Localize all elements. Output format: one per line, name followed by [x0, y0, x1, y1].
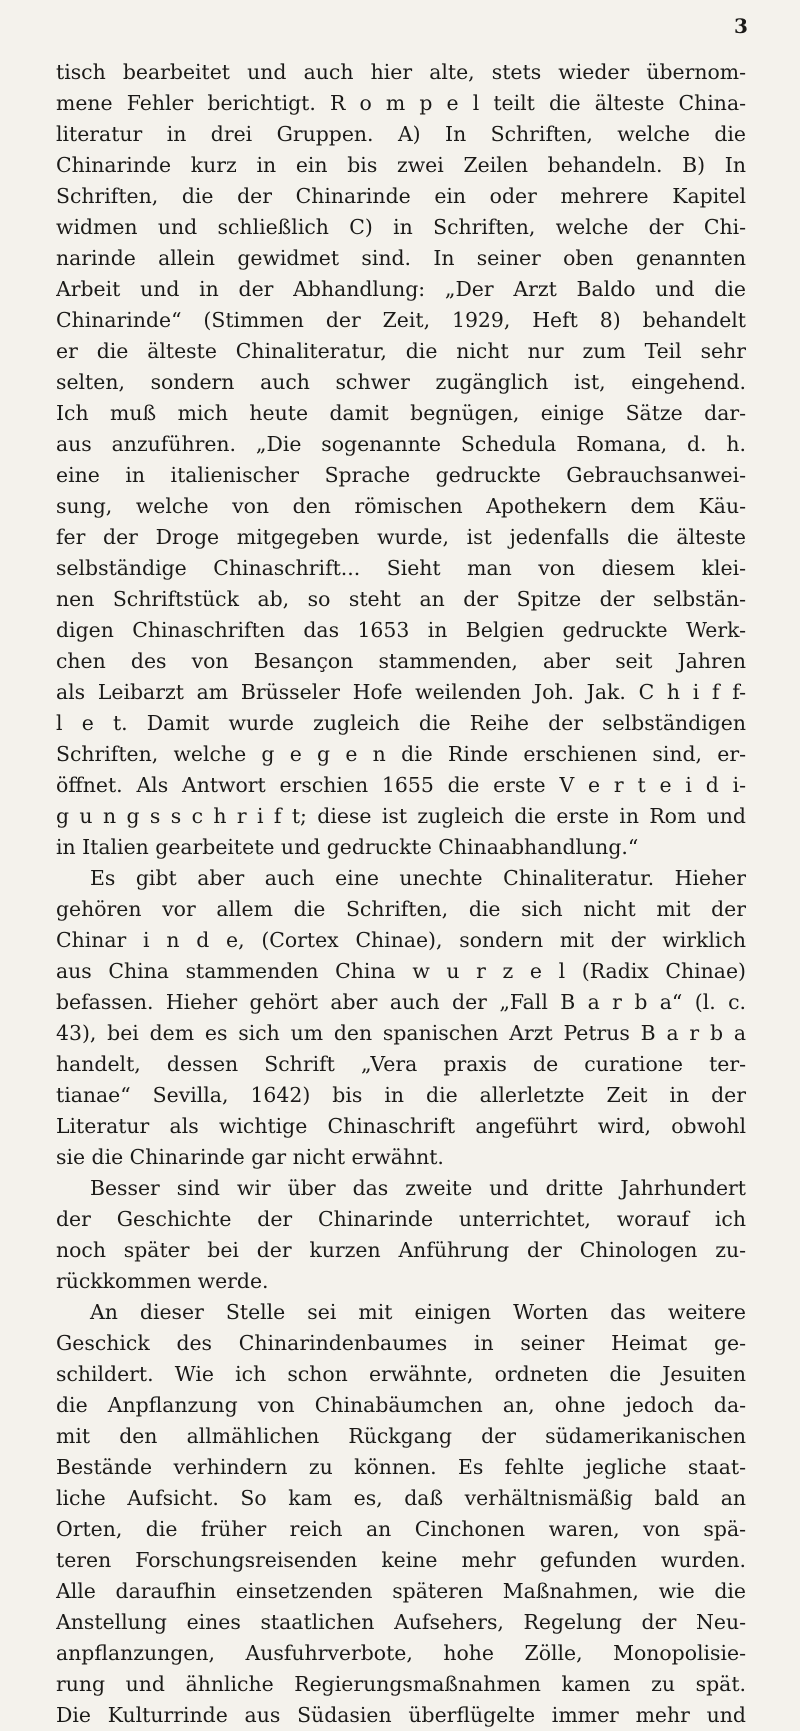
- text-line: Orten, die früher reich an Cinchonen waren, von spä-: [56, 1517, 746, 1541]
- text-line: mene Fehler berichtigt. R o m p e l teilt die älteste China-: [56, 91, 746, 115]
- text-line: narinde allein gewidmet sind. In seiner oben genannten: [56, 246, 746, 270]
- text-line: Besser sind wir über das zweite und dritte Jahrhundert: [90, 1176, 746, 1200]
- text-line: Ich muß mich heute damit begnügen, einige Sätze dar-: [56, 401, 746, 425]
- text-line: liche Aufsicht. So kam es, daß verhältnismäßig bald an: [56, 1486, 746, 1510]
- text-line: Alle daraufhin einsetzenden späteren Maßnahmen, wie die: [56, 1579, 746, 1603]
- text-line: Schriften, die der Chinarinde ein oder mehrere Kapitel: [56, 184, 746, 208]
- text-line: An dieser Stelle sei mit einigen Worten das weitere: [90, 1300, 746, 1324]
- text-line: eine in italienischer Sprache gedruckte Gebrauchsanwei-: [56, 463, 746, 487]
- text-line: rückkommen werde.: [56, 1269, 269, 1293]
- text-line: g u n g s s c h r i f t; diese ist zugleich die erste in Rom und: [56, 804, 746, 828]
- text-line: der Geschichte der Chinarinde unterrichtet, worauf ich: [56, 1207, 746, 1231]
- text-line: handelt, dessen Schrift „Vera praxis de curatione ter-: [56, 1052, 746, 1076]
- text-line: tianae“ Sevilla, 1642) bis in die allerletzte Zeit in der: [56, 1083, 746, 1107]
- text-line: fer der Droge mitgegeben wurde, ist jedenfalls die älteste: [56, 525, 746, 549]
- text-line: chen des von Besançon stammenden, aber seit Jahren: [56, 649, 746, 673]
- text-line: l e t. Damit wurde zugleich die Reihe der selbständigen: [56, 711, 746, 735]
- text-line: sie die Chinarinde gar nicht erwähnt.: [56, 1145, 444, 1169]
- text-line: Bestände verhindern zu können. Es fehlte jegliche staat-: [56, 1455, 746, 1479]
- text-line: in Italien gearbeitete und gedruckte Chinaabhandlung.“: [56, 835, 639, 859]
- text-line: Chinar i n d e, (Cortex Chinae), sondern mit der wirklich: [56, 928, 746, 952]
- text-line: Es gibt aber auch eine unechte Chinaliteratur. Hieher: [90, 866, 746, 890]
- text-line: Anstellung eines staatlichen Aufsehers, Regelung der Neu-: [56, 1610, 746, 1634]
- text-line: literatur in drei Gruppen. A) In Schriften, welche die: [56, 122, 746, 146]
- text-line: nen Schriftstück ab, so steht an der Spitze der selbstän-: [56, 587, 746, 611]
- text-line: Schriften, welche g e g e n die Rinde erschienen sind, er-: [56, 742, 746, 766]
- text-line: aus China stammenden China w u r z e l (Radix Chinae): [56, 959, 746, 983]
- text-line: noch später bei der kurzen Anführung der Chinologen zu-: [56, 1238, 746, 1262]
- text-line: digen Chinaschriften das 1653 in Belgien gedruckte Werk-: [56, 618, 746, 642]
- text-line: aus anzuführen. „Die sogenannte Schedula Romana, d. h.: [56, 432, 746, 456]
- text-line: er die älteste Chinaliteratur, die nicht nur zum Teil sehr: [56, 339, 746, 363]
- text-line: schildert. Wie ich schon erwähnte, ordneten die Jesuiten: [56, 1362, 746, 1386]
- text-line: als Leibarzt am Brüsseler Hofe weilenden Joh. Jak. C h i f f-: [56, 680, 746, 704]
- text-line: teren Forschungsreisenden keine mehr gefunden wurden.: [56, 1548, 746, 1572]
- text-line: Literatur als wichtige Chinaschrift angeführt wird, obwohl: [56, 1114, 746, 1138]
- text-line: 43), bei dem es sich um den spanischen Arzt Petrus B a r b a: [56, 1021, 746, 1045]
- text-line: widmen und schließlich C) in Schriften, welche der Chi-: [56, 215, 746, 239]
- text-line: gehören vor allem die Schriften, die sich nicht mit der: [56, 897, 746, 921]
- text-line: sung, welche von den römischen Apothekern dem Käu-: [56, 494, 746, 518]
- text-line: selten, sondern auch schwer zugänglich ist, eingehend.: [56, 370, 746, 394]
- text-line: die Anpflanzung von Chinabäumchen an, ohne jedoch da-: [56, 1393, 746, 1417]
- page-number: 3: [734, 14, 748, 38]
- text-line: Geschick des Chinarindenbaumes in seiner Heimat ge-: [56, 1331, 746, 1355]
- text-line: Chinarinde kurz in ein bis zwei Zeilen behandeln. B) In: [56, 153, 746, 177]
- text-line: selbständige Chinaschrift... Sieht man von diesem klei-: [56, 556, 746, 580]
- text-line: Arbeit und in der Abhandlung: „Der Arzt Baldo und die: [56, 277, 746, 301]
- text-line: mit den allmählichen Rückgang der südamerikanischen: [56, 1424, 746, 1448]
- body-text: [56, 57, 746, 1731]
- text-line: befassen. Hieher gehört aber auch der „Fall B a r b a“ (l. c.: [56, 990, 746, 1014]
- text-line: anpflanzungen, Ausfuhrverbote, hohe Zölle, Monopolisie-: [56, 1641, 746, 1665]
- text-line: Chinarinde“ (Stimmen der Zeit, 1929, Heft 8) behandelt: [56, 308, 746, 332]
- text-line: rung und ähnliche Regierungsmaßnahmen kamen zu spät.: [56, 1672, 746, 1696]
- text-line: tisch bearbeitet und auch hier alte, stets wieder übernom-: [56, 60, 746, 84]
- text-line: Die Kulturrinde aus Südasien überflügelte immer mehr und: [56, 1703, 746, 1727]
- text-line: öffnet. Als Antwort erschien 1655 die erste V e r t e i d i-: [56, 773, 746, 797]
